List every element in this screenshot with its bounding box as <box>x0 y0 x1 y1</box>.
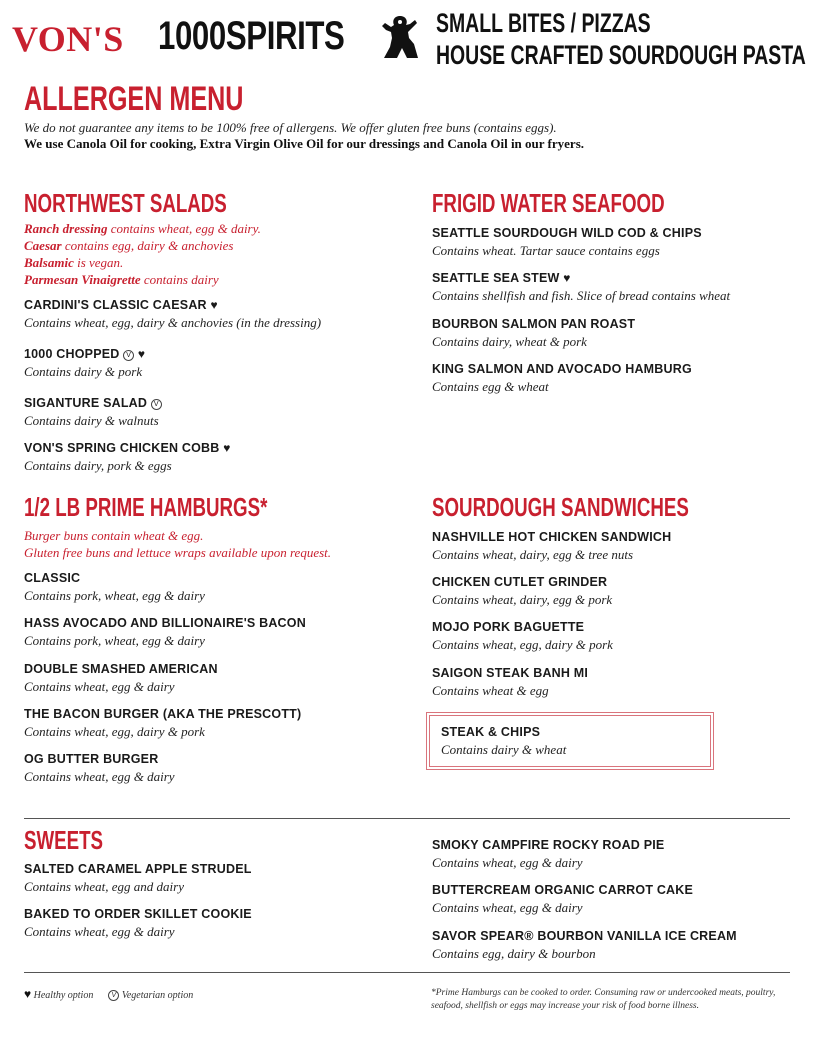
menu-item: BAKED TO ORDER SKILLET COOKIE Contains wheat, egg & dairy <box>24 907 394 940</box>
menu-item: SEATTLE SEA STEW ♥ Contains shellfish and fish. Slice of bread contains wheat <box>432 271 802 304</box>
spirit-figure-icon <box>380 14 420 60</box>
healthy-heart-icon: ♥ <box>24 987 32 1001</box>
allergen-desc: Contains egg, dairy & bourbon <box>432 946 596 961</box>
allergen-desc: Contains pork, wheat, egg & dairy <box>24 633 205 648</box>
dressing-note: Parmesan Vinaigrette contains dairy <box>24 272 219 287</box>
allergen-desc: Contains wheat, egg & dairy <box>432 855 583 870</box>
allergen-desc: Contains wheat, dairy, egg & pork <box>432 592 613 607</box>
symbol-legend: ♥ Healthy option V Vegetarian option <box>24 987 194 1001</box>
allergen-desc: Contains dairy & pork <box>24 364 143 379</box>
section-title-sweets: SWEETS <box>24 825 104 855</box>
menu-item: KING SALMON AND AVOCADO HAMBURG Contains egg & wheat <box>432 362 802 395</box>
menu-item: HASS AVOCADO AND BILLIONAIRE'S BACON Contains pork, wheat, egg & dairy <box>24 616 394 649</box>
healthy-heart-icon: ♥ <box>210 298 218 312</box>
section-title-seafood: FRIGID WATER SEAFOOD <box>432 188 665 218</box>
section-title-sandwiches: SOURDOUGH SANDWICHES <box>432 492 689 522</box>
menu-item: STEAK & CHIPS Contains dairy & wheat <box>441 725 701 758</box>
dressing-note: Balsamic is vegan. <box>24 255 124 270</box>
allergen-desc: Contains dairy & wheat <box>441 742 567 757</box>
healthy-heart-icon: ♥ <box>223 441 231 455</box>
allergen-desc: Contains wheat. Tartar sauce contains eggs <box>432 243 660 258</box>
oil-note: We use Canola Oil for cooking, Extra Virgin Olive Oil for our dressings and Canola Oil in our fryers. <box>24 136 585 151</box>
allergen-desc: Contains wheat, egg & dairy <box>432 900 583 915</box>
allergen-desc: Contains pork, wheat, egg & dairy <box>24 588 205 603</box>
allergen-desc: Contains dairy & walnuts <box>24 413 159 428</box>
allergen-desc: Contains wheat, egg, dairy & anchovies (in the dressing) <box>24 315 322 330</box>
tagline-small-bites: SMALL BITES / PIZZAS <box>436 8 651 38</box>
menu-item: BOURBON SALMON PAN ROAST Contains dairy, wheat & pork <box>432 317 802 350</box>
brand-vons: VON'S <box>12 19 124 59</box>
menu-item: VON'S SPRING CHICKEN COBB ♥ Contains dairy, pork & eggs <box>24 441 394 474</box>
menu-item: 1000 CHOPPED V ♥ Contains dairy & pork <box>24 347 394 380</box>
vegetarian-icon: V <box>108 990 119 1001</box>
healthy-heart-icon: ♥ <box>563 271 571 285</box>
allergen-desc: Contains wheat, egg, dairy & pork <box>432 637 613 652</box>
brand-1000spirits: 1000SPIRITS <box>158 14 345 58</box>
allergen-desc: Contains egg & wheat <box>432 379 549 394</box>
dressing-note: Ranch dressing contains wheat, egg & dairy. <box>24 221 261 236</box>
menu-item: CARDINI'S CLASSIC CAESAR ♥ Contains wheat, egg, dairy & anchovies (in the dressing) <box>24 298 394 331</box>
allergen-desc: Contains wheat, egg & dairy <box>24 924 175 939</box>
menu-item: CLASSIC Contains pork, wheat, egg & dairy <box>24 571 394 604</box>
burger-notes: Burger buns contain wheat & egg. Gluten free buns and lettuce wraps available upon request. <box>24 528 332 560</box>
vegetarian-icon: V <box>123 350 134 361</box>
allergen-desc: Contains wheat, egg & dairy <box>24 679 175 694</box>
allergen-desc: Contains wheat & egg <box>432 683 549 698</box>
allergen-desc: Contains dairy, wheat & pork <box>432 334 587 349</box>
section-title-hamburgs: 1/2 LB PRIME HAMBURGS* <box>24 492 268 522</box>
section-title-salads: NORTHWEST SALADS <box>24 188 227 218</box>
allergen-desc: Contains shellfish and fish. Slice of bread contains wheat <box>432 288 731 303</box>
menu-item: SEATTLE SOURDOUGH WILD COD & CHIPS Contains wheat. Tartar sauce contains eggs <box>432 226 802 259</box>
dressing-notes <box>24 220 261 288</box>
dressing-note: Caesar contains egg, dairy & anchovies <box>24 238 234 253</box>
menu-item: SALTED CARAMEL APPLE STRUDEL Contains wheat, egg and dairy <box>24 862 394 895</box>
menu-item: CHICKEN CUTLET GRINDER Contains wheat, dairy, egg & pork <box>432 575 802 608</box>
tagline-pasta: HOUSE CRAFTED SOURDOUGH PASTA <box>436 40 806 70</box>
allergen-desc: Contains dairy, pork & eggs <box>24 458 172 473</box>
menu-item: SAIGON STEAK BANH MI Contains wheat & egg <box>432 666 802 699</box>
divider <box>24 972 790 973</box>
allergen-desc: Contains wheat, egg and dairy <box>24 879 184 894</box>
featured-item-box <box>426 712 714 770</box>
allergen-desc: Contains wheat, dairy, egg & tree nuts <box>432 547 634 562</box>
menu-item: THE BACON BURGER (AKA THE PRESCOTT) Contains wheat, egg, dairy & pork <box>24 707 394 740</box>
menu-item: BUTTERCREAM ORGANIC CARROT CAKE Contains wheat, egg & dairy <box>432 883 802 916</box>
menu-item: OG BUTTER BURGER Contains wheat, egg & dairy <box>24 752 394 785</box>
menu-item: DOUBLE SMASHED AMERICAN Contains wheat, egg & dairy <box>24 662 394 695</box>
page-title: ALLERGEN MENU <box>24 80 244 118</box>
menu-item: MOJO PORK BAGUETTE Contains wheat, egg, dairy & pork <box>432 620 802 653</box>
allergen-desc: Contains wheat, egg & dairy <box>24 769 175 784</box>
menu-item: SMOKY CAMPFIRE ROCKY ROAD PIE Contains wheat, egg & dairy <box>432 838 802 871</box>
menu-item: NASHVILLE HOT CHICKEN SANDWICH Contains wheat, dairy, egg & tree nuts <box>432 530 802 563</box>
healthy-heart-icon: ♥ <box>137 347 146 361</box>
allergen-desc: Contains wheat, egg, dairy & pork <box>24 724 205 739</box>
menu-item: SIGANTURE SALAD V Contains dairy & walnuts <box>24 396 394 429</box>
allergen-disclaimer: We do not guarantee any items to be 100% free of allergens. We offer gluten free buns (contains eggs). <box>24 120 557 135</box>
vegetarian-icon: V <box>151 399 162 410</box>
footnote: *Prime Hamburgs can be cooked to order. Consuming raw or undercooked meats, poultry, seafood, shellfish or eggs may increase your risk of food borne illness. <box>431 988 776 1011</box>
divider <box>24 818 790 819</box>
menu-item: SAVOR SPEAR® BOURBON VANILLA ICE CREAM Contains egg, dairy & bourbon <box>432 929 802 962</box>
